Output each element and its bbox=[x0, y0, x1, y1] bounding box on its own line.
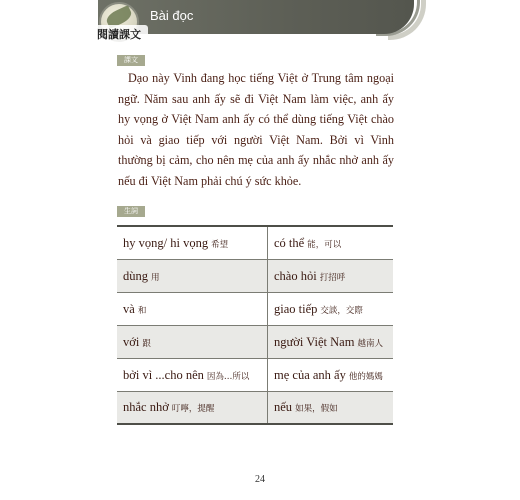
vocab-translation: 交談，交際 bbox=[320, 305, 363, 316]
vocab-cell bbox=[268, 358, 394, 391]
vocab-word: người Việt Nam bbox=[274, 334, 355, 349]
vocab-word: dùng bbox=[123, 268, 148, 283]
vocab-translation: 和 bbox=[137, 305, 147, 316]
vocab-cell bbox=[268, 391, 394, 424]
vocabulary-tag: 生詞 bbox=[117, 206, 145, 217]
reading-tag: 課文 bbox=[117, 55, 145, 66]
vocab-translation: 他的媽媽 bbox=[348, 371, 383, 382]
vocab-translation: 如果，假如 bbox=[295, 404, 338, 415]
vocab-word: có thể bbox=[274, 235, 305, 250]
vocab-cell bbox=[117, 391, 268, 424]
vocab-translation: 越南人 bbox=[357, 338, 383, 349]
table-row bbox=[117, 292, 393, 325]
vocab-translation: 能，可以 bbox=[307, 239, 342, 250]
vocab-cell bbox=[117, 358, 268, 391]
page-number: 24 bbox=[255, 474, 265, 485]
section-badge bbox=[90, 2, 148, 54]
vocab-translation: 跟 bbox=[142, 338, 151, 349]
vocab-word: nếu bbox=[274, 400, 293, 415]
vocab-word: với bbox=[123, 334, 140, 349]
badge-label: 閱讀課文 bbox=[90, 25, 148, 43]
vocab-translation: 叮嚀，提醒 bbox=[171, 404, 215, 415]
vocab-cell bbox=[117, 325, 268, 358]
vocab-cell bbox=[117, 292, 268, 325]
vocab-cell bbox=[117, 259, 268, 292]
vocab-word: nhắc nhở bbox=[123, 400, 169, 415]
vocab-translation: 打招呼 bbox=[319, 272, 346, 283]
vocab-word: chào hỏi bbox=[274, 268, 317, 283]
vocab-translation: 用 bbox=[151, 272, 160, 283]
section-title: Bài đọc bbox=[150, 8, 194, 23]
table-row bbox=[117, 358, 393, 391]
vocab-cell bbox=[268, 325, 394, 358]
vocab-cell bbox=[117, 226, 268, 259]
vocab-cell bbox=[268, 226, 394, 259]
vocab-word: mẹ của anh ấy bbox=[274, 367, 346, 382]
vocab-cell bbox=[268, 292, 394, 325]
reading-passage: Dạo này Vinh đang học tiếng Việt ở Trung tâm ngoại ngữ. Năm sau anh ấy sẽ đi Việt Nam làm việc, anh ấy hy vọng ở Việt Nam anh ấy có thể dùng tiếng Việt chào hỏi và giao tiếp với người Việt Nam. Bởi vì Vinh thường bị cảm, cho nên mẹ của anh ấy nhắc nhở anh ấy nếu đi Việt Nam phải chú ý sức khỏe. bbox=[118, 71, 394, 188]
vocab-word: và bbox=[123, 301, 135, 316]
vocab-translation: 希望 bbox=[211, 239, 229, 250]
table-row bbox=[117, 325, 393, 358]
vocab-word: bởi vì ...cho nên bbox=[123, 367, 204, 382]
table-row bbox=[117, 259, 393, 292]
table-row bbox=[117, 391, 393, 424]
vocab-translation: 因為…所以 bbox=[206, 371, 250, 382]
table-row bbox=[117, 226, 393, 259]
vocab-word: hy vọng/ hi vọng bbox=[123, 235, 209, 250]
vocabulary-table-container bbox=[117, 225, 393, 425]
vocab-cell bbox=[268, 259, 394, 292]
vocab-word: giao tiếp bbox=[274, 301, 318, 316]
vocabulary-table bbox=[117, 225, 393, 425]
